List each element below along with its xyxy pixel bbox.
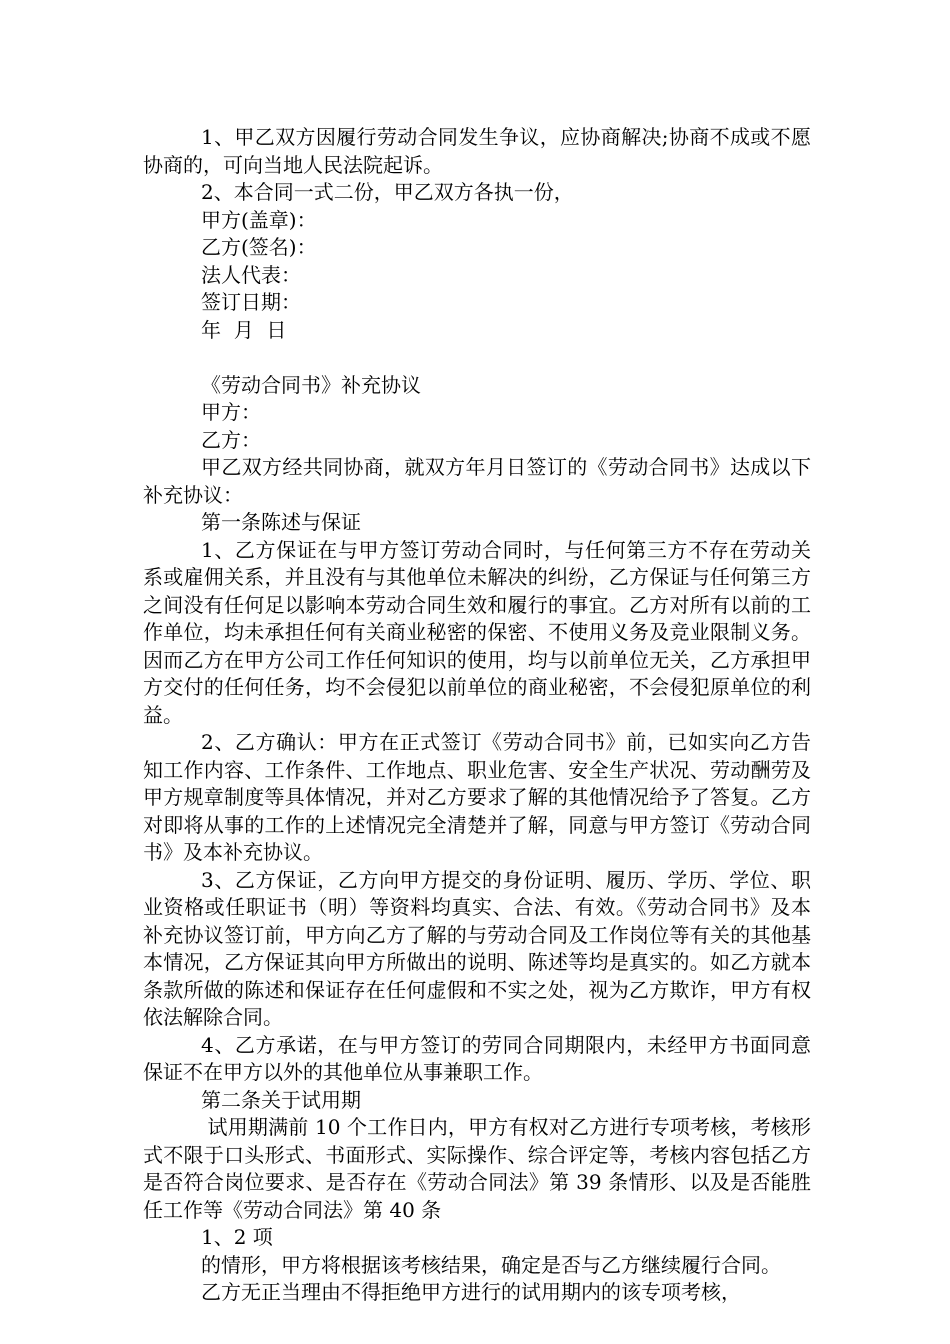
article2-continuation: 的情形，甲方将根据该考核结果，确定是否与乙方继续履行合同。 — [201, 1252, 781, 1277]
supplement-party-a: 甲方： — [201, 400, 261, 424]
legal-rep-line: 法人代表： — [201, 262, 301, 287]
article1-item: 2、乙方确认：甲方在正式签订《劳动合同书》前，已如实向乙方告知工作内容、工作条件、工作地点、职业危害、安全生产状况、劳动酬劳及甲方规章制度等具体情况，并对乙方要求了解的其他情况给予了答复。乙方对即将从事的工作的上述情况完全清楚并了解，同意与甲方签订《劳动合同书》及本补充协议。 — [143, 730, 811, 864]
party-b-sign-line: 乙方(签名)： — [201, 235, 317, 259]
copies-clause: 2、本合同一式二份，甲乙双方各执一份， — [201, 180, 574, 204]
supplement-party-b: 乙方： — [201, 427, 261, 452]
supplement-preamble: 甲乙双方经共同协商，就双方年月日签订的《劳动合同书》达成以下补充协议： — [143, 455, 811, 507]
section-spacer — [143, 344, 811, 372]
party-a-seal-line: 甲方(盖章)： — [201, 207, 317, 232]
supplement-title: 《劳动合同书》补充协议 — [201, 372, 421, 397]
article1-item: 3、乙方保证，乙方向甲方提交的身份证明、履历、学历、学位、职业资格或任职证书（明）等资料均真实、合法、有效。《劳动合同书》及本补充协议签订前，甲方向乙方了解的与劳动合同及工作岗位等有关的其他基本情况，乙方保证其向甲方所做出的说明、陈述等均是真实的。如乙方就本条款所做的陈述和保证存在任何虚假和不实之处，视为乙方欺诈，甲方有权依法解除合同。 — [143, 867, 811, 1029]
article1-item: 4、乙方承诺，在与甲方签订的劳同合同期限内，未经甲方书面同意保证不在甲方以外的其他单位从事兼职工作。 — [143, 1032, 811, 1084]
dispute-clause: 1、甲乙双方因履行劳动合同发生争议，应协商解决;协商不成或不愿协商的，可向当地人民法院起诉。 — [143, 125, 811, 177]
article2-item-ref: 1、2 项 — [201, 1225, 273, 1249]
article2-paragraph: 试用期满前 10 个工作日内，甲方有权对乙方进行专项考核，考核形式不限于口头形式、书面形式、实际操作、综合评定等，考核内容包括乙方是否符合岗位要求、是否存在《劳动合同法》第 39 条情形、以及是否能胜任工作等《劳动合同法》第 40 条 — [143, 1115, 811, 1222]
article1-item: 1、乙方保证在与甲方签订劳动合同时，与任何第三方不存在劳动关系或雇佣关系，并且没有与其他单位未解决的纠纷，乙方保证与任何第三方之间没有任何足以影响本劳动合同生效和履行的事宜。乙方对所有以前的工作单位，均未承担任何有关商业秘密的保密、不使用义务及竞业限制义务。因而乙方在甲方公司工作任何知识的使用，均与以前单位无关，乙方承担甲方交付的任何任务，均不会侵犯以前单位的商业秘密，不会侵犯原单位的利益。 — [143, 537, 811, 727]
document-page — [143, 124, 811, 1307]
article1-title: 第一条陈述与保证 — [201, 510, 361, 534]
article2-paragraph-2: 乙方无正当理由不得拒绝甲方进行的试用期内的该专项考核， — [201, 1280, 741, 1304]
sign-date-line: 签订日期： — [201, 290, 301, 314]
article2-title: 第二条关于试用期 — [201, 1087, 361, 1112]
date-format-line: 年 月 日 — [201, 317, 287, 342]
